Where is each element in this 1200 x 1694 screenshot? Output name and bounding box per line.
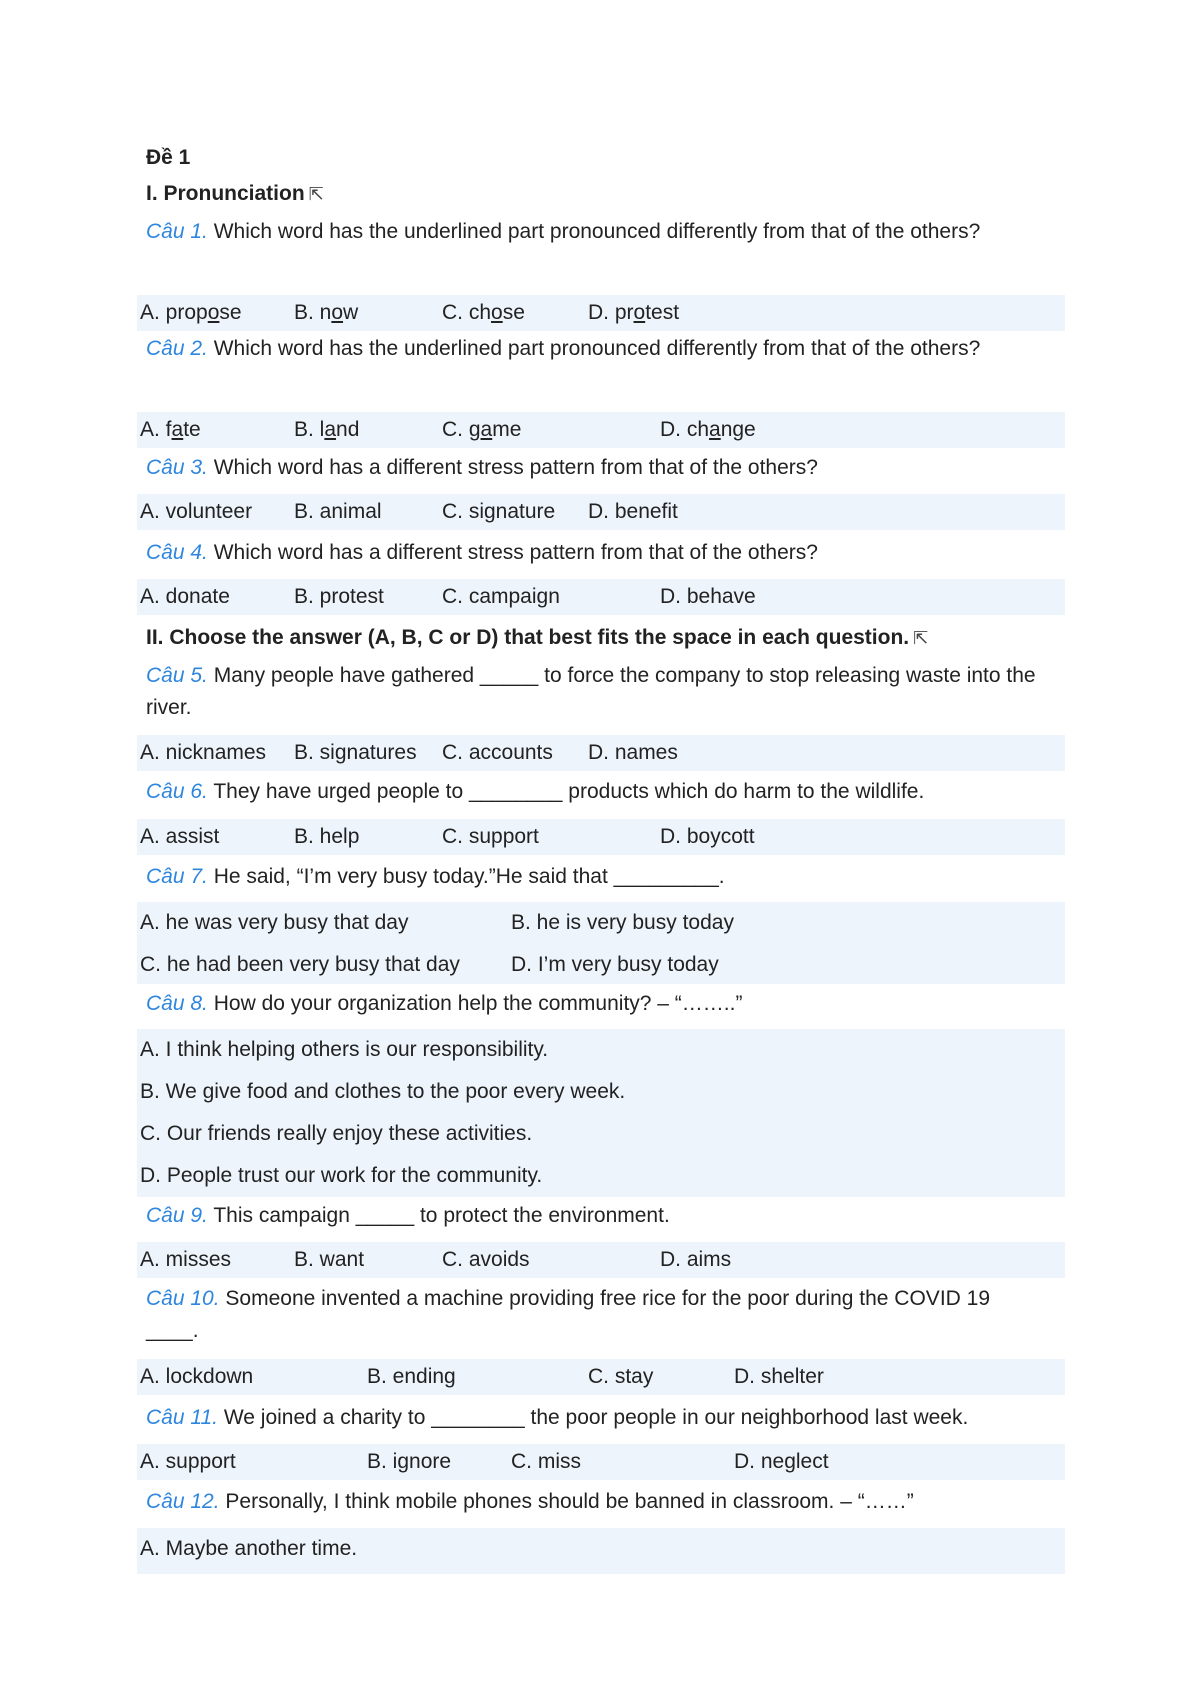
options-block [137, 902, 1065, 984]
option-d[interactable]: D. change [660, 418, 756, 441]
question-4 [146, 537, 1046, 569]
question-text: He said, “I’m very busy today.”He said that _________. [213, 865, 725, 888]
question-2 [146, 333, 1046, 365]
page-title: Đề 1 [146, 146, 191, 169]
option-a[interactable]: A. lockdown [140, 1365, 254, 1388]
option-d[interactable]: D. People trust our work for the community. [140, 1164, 543, 1187]
option-d[interactable]: D. aims [660, 1248, 732, 1271]
option-c[interactable]: C. campaign [442, 585, 560, 608]
option-c[interactable]: C. stay [588, 1365, 654, 1388]
question-9 [146, 1200, 1046, 1232]
question-8 [146, 988, 1046, 1020]
option-a[interactable]: A. misses [140, 1248, 232, 1271]
question-number: Câu 6. [146, 780, 208, 803]
option-b[interactable]: B. protest [294, 585, 384, 608]
option-a[interactable]: A. assist [140, 825, 220, 848]
question-text: Personally, I think mobile phones should be banned in classroom. – “……” [225, 1490, 914, 1513]
option-a[interactable]: A. volunteer [140, 500, 253, 523]
option-b[interactable]: B. want [294, 1248, 365, 1271]
options-row [137, 412, 1065, 448]
question-number: Câu 1. [146, 220, 208, 243]
question-5 [146, 660, 1046, 724]
question-text: Which word has the underlined part pronounced differently from that of the others? [213, 220, 981, 243]
options-row [137, 735, 1065, 771]
section-heading-choose-answer [146, 626, 928, 650]
option-a[interactable]: A. Maybe another time. [140, 1537, 358, 1560]
question-text: Many people have gathered _____ to force the company to stop releasing waste into the river. [146, 664, 1036, 719]
question-1 [146, 216, 1046, 248]
section-label: I. Pronunciation [146, 182, 305, 205]
options-row [137, 1444, 1065, 1480]
option-c[interactable]: C. chose [442, 301, 525, 324]
question-12 [146, 1486, 1046, 1518]
option-c[interactable]: C. signature [442, 500, 556, 523]
question-number: Câu 7. [146, 865, 208, 888]
option-a[interactable]: A. I think helping others is our responsibility. [140, 1038, 549, 1061]
question-text: Which word has a different stress pattern from that of the others? [213, 456, 818, 479]
option-b[interactable]: B. We give food and clothes to the poor every week. [140, 1080, 626, 1103]
question-text: How do your organization help the community? – “……..” [213, 992, 743, 1015]
option-c[interactable]: C. accounts [442, 741, 553, 764]
question-number: Câu 10. [146, 1287, 220, 1310]
option-b[interactable]: B. now [294, 301, 359, 324]
option-a[interactable]: A. fate [140, 418, 201, 441]
option-b[interactable]: B. land [294, 418, 360, 441]
question-text: We joined a charity to ________ the poor people in our neighborhood last week. [223, 1406, 969, 1429]
question-text: Which word has a different stress pattern from that of the others? [213, 541, 818, 564]
question-number: Câu 12. [146, 1490, 220, 1513]
option-d[interactable]: D. neglect [734, 1450, 829, 1473]
option-c[interactable]: C. miss [511, 1450, 581, 1473]
option-c[interactable]: C. Our friends really enjoy these activities. [140, 1122, 533, 1145]
option-c[interactable]: C. support [442, 825, 539, 848]
question-number: Câu 8. [146, 992, 208, 1015]
question-text: They have urged people to ________ products which do harm to the wildlife. [213, 780, 925, 803]
option-d[interactable]: D. names [588, 741, 678, 764]
option-b[interactable]: B. ignore [367, 1450, 452, 1473]
question-10 [146, 1283, 1046, 1347]
question-11 [146, 1402, 1046, 1434]
question-7 [146, 861, 1046, 893]
question-6 [146, 776, 1046, 808]
option-a[interactable]: A. he was very busy that day [140, 911, 409, 934]
option-a[interactable]: A. nicknames [140, 741, 267, 764]
options-row [137, 819, 1065, 855]
options-row [137, 494, 1065, 530]
question-number: Câu 9. [146, 1204, 208, 1227]
question-3 [146, 452, 1046, 484]
section-heading-pronunciation [146, 182, 324, 206]
option-b[interactable]: B. he is very busy today [511, 911, 734, 934]
options-block [137, 1029, 1065, 1197]
option-b[interactable]: B. ending [367, 1365, 456, 1388]
option-c[interactable]: C. he had been very busy that day [140, 953, 460, 976]
option-d[interactable]: D. shelter [734, 1365, 824, 1388]
option-c[interactable]: C. game [442, 418, 522, 441]
option-d[interactable]: D. behave [660, 585, 756, 608]
option-c[interactable]: C. avoids [442, 1248, 530, 1271]
section-label: II. Choose the answer (A, B, C or D) that best fits the space in each question. [146, 626, 910, 649]
question-text: Someone invented a machine providing free rice for the poor during the COVID 19 ____. [146, 1287, 991, 1342]
option-b[interactable]: B. animal [294, 500, 382, 523]
options-row [137, 579, 1065, 615]
question-text: Which word has the underlined part pronounced differently from that of the others? [213, 337, 981, 360]
question-number: Câu 5. [146, 664, 208, 687]
option-a[interactable]: A. donate [140, 585, 230, 608]
option-d[interactable]: D. I’m very busy today [511, 953, 719, 976]
option-d[interactable]: D. benefit [588, 500, 678, 523]
option-b[interactable]: B. signatures [294, 741, 417, 764]
options-block [137, 1528, 1065, 1574]
option-d[interactable]: D. protest [588, 301, 680, 324]
option-b[interactable]: B. help [294, 825, 360, 848]
expand-arrow-icon[interactable]: ⇱ [913, 628, 929, 648]
option-a[interactable]: A. support [140, 1450, 236, 1473]
option-a[interactable]: A. propose [140, 301, 242, 324]
question-text: This campaign _____ to protect the environment. [213, 1204, 670, 1227]
question-number: Câu 11. [146, 1406, 218, 1429]
question-number: Câu 2. [146, 337, 208, 360]
options-row [137, 1359, 1065, 1395]
option-d[interactable]: D. boycott [660, 825, 755, 848]
question-number: Câu 3. [146, 456, 208, 479]
question-number: Câu 4. [146, 541, 208, 564]
expand-arrow-icon[interactable]: ⇱ [308, 184, 324, 204]
options-row [137, 295, 1065, 331]
options-row [137, 1242, 1065, 1278]
